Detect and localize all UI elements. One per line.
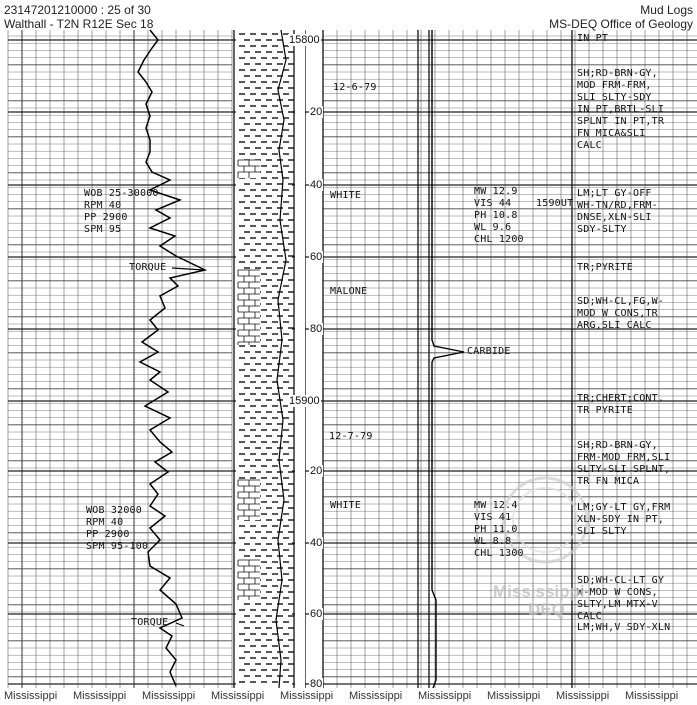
well-location: Walthall - T2N R12E Sec 18 bbox=[4, 17, 154, 31]
lithology-line: SLTY-SLI SPLNT, bbox=[577, 464, 671, 475]
sample-note: WHITE bbox=[330, 500, 362, 511]
torque-pointer bbox=[172, 268, 204, 270]
footer-watermark: Mississippi bbox=[625, 690, 679, 702]
lithology-line: TR FN MICA bbox=[577, 476, 640, 487]
lithology-line: SLI SLTY-SDY bbox=[577, 92, 652, 103]
depth-label: 20 bbox=[310, 465, 323, 477]
lithology-line: SH;RD-BRN-GY, bbox=[577, 68, 658, 79]
footer-watermark: Mississippi bbox=[142, 690, 196, 702]
lithology-line: LM;WH,V SDY-XLN bbox=[577, 622, 671, 633]
mud-property: VIS 44 bbox=[474, 198, 512, 209]
lithology-line: XLN-SDY IN PT, bbox=[577, 514, 665, 525]
date-label: 12-7-79 bbox=[329, 431, 373, 442]
drilling-param: WOB 25-30000 bbox=[84, 188, 159, 199]
lithology-line: TR;CHERT;CONT. bbox=[577, 393, 665, 404]
lithology-line: SPLNT IN PT,TR bbox=[577, 116, 665, 127]
lithology-line: LM;LT GY-OFF bbox=[577, 188, 652, 199]
lithology-line: WH-TN/RD,FRM- bbox=[577, 200, 658, 211]
lithology-line: SD;WH-CL-LT GY bbox=[577, 575, 665, 586]
lithology-line: FN MICA&SLI bbox=[577, 128, 646, 139]
lithology-line: TR PYRITE bbox=[577, 405, 633, 416]
lithology-column bbox=[236, 30, 294, 688]
depth-label: 40 bbox=[310, 537, 323, 549]
date-label: 12-6-79 bbox=[333, 82, 377, 93]
lithology-line: MOD FRM-FRM, bbox=[577, 80, 652, 91]
footer-watermark: Mississippi bbox=[556, 690, 610, 702]
lithology-line: SLTY,LM MTX-V bbox=[577, 599, 658, 610]
mud-property: MW 12.9 bbox=[474, 186, 518, 197]
drilling-param: PP 2900 bbox=[86, 529, 130, 540]
document-type: Mud Logs bbox=[640, 3, 693, 17]
torque-pointer bbox=[176, 623, 184, 626]
mud-property: WL 8.8 bbox=[474, 536, 512, 547]
torque-label: TORQUE bbox=[131, 617, 169, 628]
torque-label: TORQUE bbox=[129, 262, 167, 273]
depth-column bbox=[295, 30, 305, 688]
footer-watermark: Mississippi bbox=[487, 690, 541, 702]
watermark-text: DEQ bbox=[528, 600, 565, 619]
lithology-line: LM;GY-LT GY,FRM bbox=[577, 502, 671, 513]
lithology-line: ARG,SLI CALC bbox=[577, 320, 652, 331]
depth-label: 20 bbox=[310, 106, 323, 118]
depth-label: 60 bbox=[310, 251, 323, 263]
lithology-line: IN PT bbox=[577, 33, 609, 44]
agency-name: MS-DEQ Office of Geology bbox=[549, 17, 693, 31]
lithology-line: CALC bbox=[577, 611, 602, 622]
footer-watermark: Mississippi bbox=[349, 690, 403, 702]
depth-label: 15900 bbox=[289, 395, 320, 407]
depth-label: 40 bbox=[310, 179, 323, 191]
sample-note: WHITE bbox=[330, 190, 362, 201]
lithology-line: W-MOD W CONS, bbox=[577, 587, 658, 598]
lithology-line: SD;WH-CL,FG,W- bbox=[577, 296, 665, 307]
depth-label: 80 bbox=[310, 323, 323, 335]
lithology-line: CALC bbox=[577, 140, 602, 151]
lithology-line: TR;PYRITE bbox=[577, 262, 633, 273]
mud-property: MW 12.4 bbox=[474, 500, 518, 511]
drilling-param: PP 2900 bbox=[84, 212, 128, 223]
gas-curve bbox=[432, 30, 464, 688]
footer-watermark: Mississippi bbox=[211, 690, 265, 702]
mud-property: CHL 1300 bbox=[474, 548, 524, 559]
drilling-param: RPM 40 bbox=[86, 517, 124, 528]
drilling-param: SPM 95-100 bbox=[86, 541, 149, 552]
drilling-rate-grid bbox=[8, 30, 232, 688]
mud-property: PH 10.8 bbox=[474, 210, 518, 221]
formation-name: MALONE bbox=[330, 286, 368, 297]
drilling-param: SPM 95 bbox=[84, 224, 122, 235]
depth-label: 80 bbox=[310, 678, 323, 690]
lithology-line: IN PT,BRTL-SLI bbox=[577, 104, 665, 115]
lithology-line: SH;RD-BRN-GY, bbox=[577, 440, 658, 451]
mud-property: WL 9.6 bbox=[474, 222, 512, 233]
mud-property: VIS 41 bbox=[474, 512, 512, 523]
lithology-line: FRM-MOD FRM,SLI bbox=[577, 452, 671, 463]
depth-label: 15800 bbox=[289, 34, 320, 46]
mud-property: PH 11.0 bbox=[474, 524, 518, 535]
drilling-param: WOB 32000 bbox=[86, 505, 142, 516]
footer-watermark: Mississippi bbox=[418, 690, 472, 702]
watermark-text: Mississippi bbox=[493, 582, 585, 601]
drilling-param: RPM 40 bbox=[84, 200, 122, 211]
depth-label: 60 bbox=[310, 608, 323, 620]
lithology-line: SLI SLTY bbox=[577, 526, 627, 537]
footer-watermark: Mississippi bbox=[280, 690, 334, 702]
lithology-line: SDY-SLTY bbox=[577, 224, 627, 235]
gas-units: 1590UT bbox=[536, 198, 574, 209]
footer-watermark: Mississippi bbox=[73, 690, 127, 702]
carbide-label: CARBIDE bbox=[467, 346, 511, 357]
well-id: 23147201210000 : 25 of 30 bbox=[4, 3, 151, 17]
lithology-line: MOD W CONS,TR bbox=[577, 308, 658, 319]
footer-watermark: Mississippi bbox=[4, 690, 58, 702]
lithology-line: DNSE,XLN-SLI bbox=[577, 212, 652, 223]
mud-property: CHL 1200 bbox=[474, 234, 524, 245]
